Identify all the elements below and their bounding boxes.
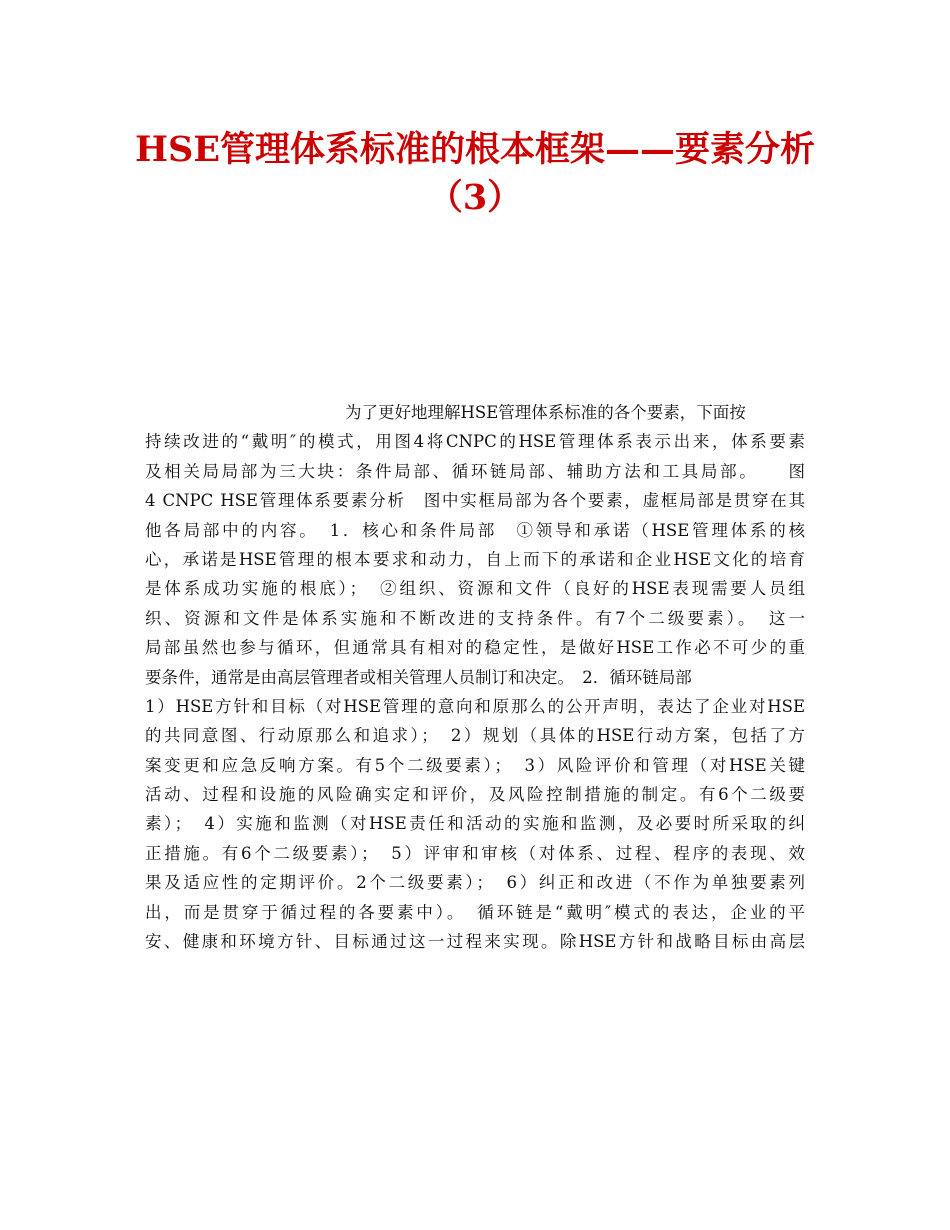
document-title-continuation: （3） xyxy=(427,177,523,218)
body-line: 安、健康和环境方针、目标通过这一过程来实现。除HSE方针和战略目标由高层 xyxy=(145,932,805,952)
body-line: 心，承诺是HSE管理的根本要求和动力，自上而下的承诺和企业HSE文化的培育 xyxy=(145,549,805,569)
body-line: 素）； 4）实施和监测（对HSE责任和活动的实施和监测，及必要时所采取的纠 xyxy=(145,814,805,834)
body-line: 正措施。有6个二级要素）； 5）评审和审核（对体系、过程、程序的表现、效 xyxy=(145,843,805,863)
body-line: 案变更和应急反响方案。有5个二级要素）； 3）风险评价和管理（对HSE关键 xyxy=(145,755,805,775)
body-line: 活动、过程和设施的风险确实定和评价，及风险控制措施的制定。有6个二级要 xyxy=(145,785,805,805)
body-line: 为了更好地理解HSE管理体系标准的各个要素，下面按 xyxy=(345,403,746,422)
document-title: HSE管理体系标准的根本框架——要素分析 xyxy=(134,129,816,170)
body-line: 他各局部中的内容。 1．核心和条件局部 ①领导和承诺（HSE管理体系的核 xyxy=(145,520,805,540)
body-line: 果及适应性的定期评价。2个二级要素）； 6）纠正和改进（不作为单独要素列 xyxy=(145,873,805,893)
body-line: 出，而是贯穿于循过程的各要素中）。 循环链是“戴明″模式的表达，企业的平 xyxy=(145,902,805,922)
body-line: 局部虽然也参与循环，但通常具有相对的稳定性，是做好HSE工作必不可少的重 xyxy=(145,638,805,658)
body-line: 4 CNPC HSE管理体系要素分析 图中实框局部为各个要素，虚框局部是贯穿在其 xyxy=(145,491,805,511)
body-line: 要条件，通常是由高层管理者或相关管理人员制订和决定。 2．循环链局部 xyxy=(145,667,692,687)
body-line: 1）HSE方针和目标（对HSE管理的意向和原那么的公开声明，表达了企业对HSE xyxy=(145,696,805,716)
body-line: 的共同意图、行动原那么和追求）； 2）规划（具体的HSE行动方案，包括了方 xyxy=(145,726,805,746)
document-body xyxy=(145,398,805,956)
body-line: 持续改进的“戴明″的模式，用图4将CNPC的HSE管理体系表示出来，体系要素 xyxy=(145,432,805,452)
body-line: 是体系成功实施的根底）； ②组织、资源和文件（良好的HSE表现需要人员组 xyxy=(145,579,805,599)
body-line: 织、资源和文件是体系实施和不断改进的支持条件。有7个二级要素）。 这一 xyxy=(145,608,805,628)
body-line: 及相关局局部为三大块：条件局部、循环链局部、辅助方法和工具局部。 图 xyxy=(145,461,805,481)
